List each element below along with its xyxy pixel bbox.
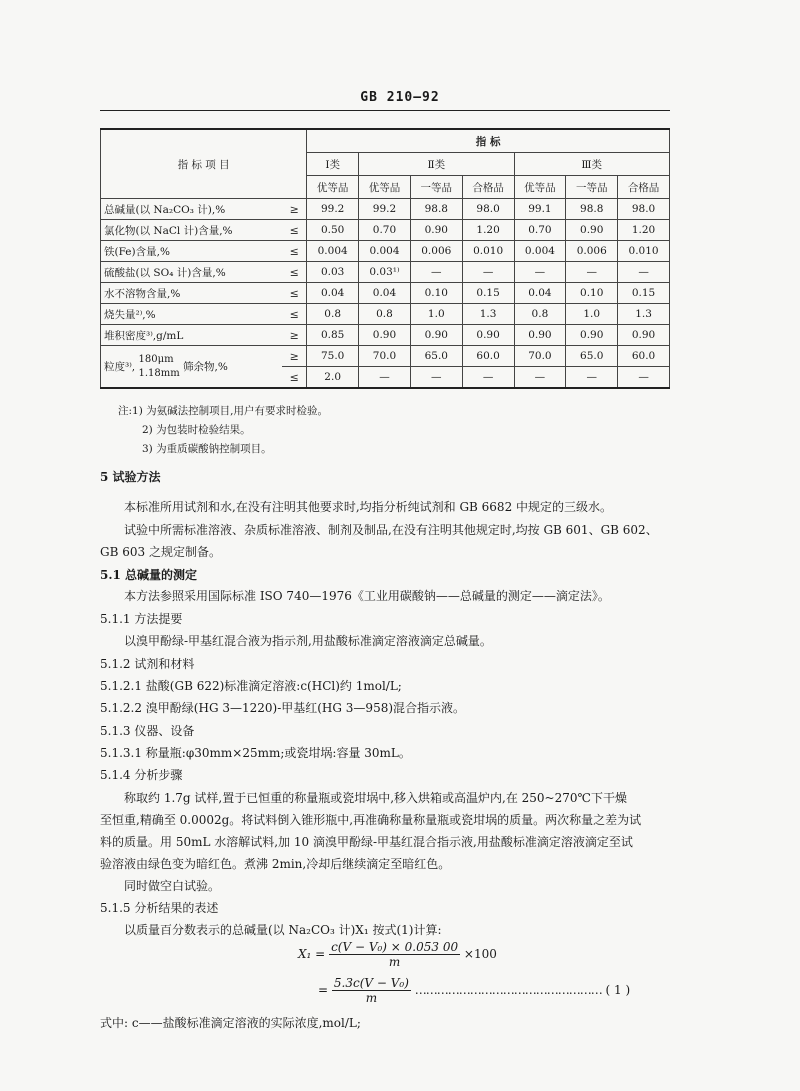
group-2: Ⅱ类 [359,153,514,176]
row-symbol: ≥ [282,325,307,346]
cell: — [462,367,514,389]
paragraph: 式中: c——盐酸标准滴定溶液的实际浓度,mol/L; [100,1016,361,1030]
cell: 0.04 [514,283,566,304]
table-row [101,304,670,325]
cell: 0.03 [307,262,359,283]
cell: 0.8 [359,304,411,325]
header-rule [100,110,670,111]
cell: 1.3 [618,304,670,325]
cell: 0.004 [307,241,359,262]
note-2: 2) 为包装时检验结果。 [142,424,251,436]
grade-header: 合格品 [618,176,670,199]
note-1: 注:1) 为氨碱法控制项目,用户有要求时检验。 [118,405,328,417]
row-symbol: ≤ [282,304,307,325]
section-5-1-2-1: 5.1.2.1 盐酸(GB 622)标准滴定溶液:c(HCl)约 1mol/L; [100,679,402,693]
granule-a-sym: ≥ [282,346,307,367]
cell: 0.10 [410,283,462,304]
cell: 0.90 [410,220,462,241]
paragraph: 料的质量。用 50mL 水溶解试料,加 10 滴溴甲酚绿-甲基红混合指示液,用盐酸标准滴定溶液滴定至试 [100,835,633,849]
cell: 98.0 [618,199,670,220]
formula-leader-dots: …………………………………………… [414,983,602,997]
cell: — [462,262,514,283]
cell: 0.70 [359,220,411,241]
row-symbol: ≤ [282,283,307,304]
paragraph: 试验中所需标准溶液、杂质标准溶液、制剂及制品,在没有注明其他规定时,均按 GB 601、GB 602、 [124,523,658,537]
specification-table [100,128,670,389]
cell: 0.004 [359,241,411,262]
formula-fraction-2 [332,976,411,1005]
cell: 60.0 [618,346,670,367]
cell: 0.006 [410,241,462,262]
row-label: 氯化物(以 NaCl 计)含量,% [101,220,283,241]
cell: 98.0 [462,199,514,220]
cell: — [514,367,566,389]
formula-numerator-1: c(V − V₀) × 0.053 00 [331,940,459,954]
section-5-1-3-1: 5.1.3.1 称量瓶:φ30mm×25mm;或瓷坩埚:容量 30mL。 [100,746,411,760]
row-symbol: ≥ [282,199,307,220]
cell: 98.8 [410,199,462,220]
cell: — [566,367,618,389]
formula-numerator-2: 5.3c(V − V₀) [333,976,409,990]
paragraph: GB 603 之规定制备。 [100,545,221,559]
cell: 0.10 [566,283,618,304]
formula-eq: = [318,983,329,997]
standard-code-header: GB 210—92 [360,90,440,105]
row-label: 硫酸盐(以 SO₄ 计)含量,% [101,262,283,283]
cell: 70.0 [514,346,566,367]
section-5-1-1-heading: 5.1.1 方法提要 [100,612,183,626]
cell: 1.20 [618,220,670,241]
formula-number: ( 1 ) [605,983,631,997]
cell: 0.70 [514,220,566,241]
cell: — [618,262,670,283]
group-3: Ⅲ类 [514,153,670,176]
cell: 0.8 [307,304,359,325]
formula-denominator-2: m [365,991,378,1005]
cell: — [514,262,566,283]
paragraph: 以质量百分数表示的总碱量(以 Na₂CO₃ 计)X₁ 按式(1)计算: [124,923,442,937]
table-head-item: 指 标 项 目 [101,129,307,199]
cell: 1.0 [410,304,462,325]
cell: 99.2 [359,199,411,220]
cell: 70.0 [359,346,411,367]
grade-header: 优等品 [359,176,411,199]
row-label: 烧失量²⁾,% [101,304,283,325]
table-row [101,220,670,241]
row-symbol: ≤ [282,241,307,262]
cell: 60.0 [462,346,514,367]
section-5-1-4-heading: 5.1.4 分析步骤 [100,768,183,782]
cell: 0.90 [359,325,411,346]
cell: 65.0 [566,346,618,367]
grade-header: 优等品 [307,176,359,199]
cell: 0.006 [566,241,618,262]
table-row [101,241,670,262]
cell: 65.0 [410,346,462,367]
section-5-heading: 5 试验方法 [100,470,161,484]
section-5-1-3-heading: 5.1.3 仪器、设备 [100,724,195,738]
group-1: Ⅰ类 [307,153,359,176]
section-5-1-heading: 5.1 总碱量的测定 [100,568,198,582]
cell: 99.1 [514,199,566,220]
grade-header: 合格品 [462,176,514,199]
row-symbol: ≤ [282,262,307,283]
cell: 1.0 [566,304,618,325]
cell: 0.03¹⁾ [359,262,411,283]
paragraph: 同时做空白试验。 [124,879,221,893]
cell: 98.8 [566,199,618,220]
formula-denominator-1: m [388,955,401,969]
cell: 0.90 [618,325,670,346]
formula-tail: ×100 [463,947,497,961]
cell: 0.90 [462,325,514,346]
row-symbol: ≤ [282,220,307,241]
table-row [101,325,670,346]
section-5-1-5-heading: 5.1.5 分析结果的表述 [100,901,219,915]
cell: 0.04 [307,283,359,304]
cell: 0.8 [514,304,566,325]
grade-header: 一等品 [566,176,618,199]
paragraph: 本方法参照采用国际标准 ISO 740—1976《工业用碳酸钠——总碱量的测定——滴定法》。 [124,589,610,603]
grade-header: 优等品 [514,176,566,199]
table-notes [118,402,328,459]
cell: 75.0 [307,346,359,367]
row-label: 铁(Fe)含量,% [101,241,283,262]
cell: 0.010 [462,241,514,262]
cell: 0.90 [566,220,618,241]
note-3: 3) 为重质碳酸钠控制项目。 [142,443,272,455]
cell: — [410,367,462,389]
cell: 0.15 [618,283,670,304]
cell: 0.004 [514,241,566,262]
formula-line-2 [318,976,630,1005]
granule-label: 粒度³⁾, 180μm 1.18mm 筛余物,% [101,346,283,389]
cell: 0.90 [566,325,618,346]
paragraph: 本标准所用试剂和水,在没有注明其他要求时,均指分析纯试剂和 GB 6682 中规定的三级水。 [124,500,613,514]
paragraph: 称取约 1.7g 试样,置于已恒重的称量瓶或瓷坩埚中,移入烘箱或高温炉内,在 250~270℃下干燥 [124,791,627,805]
paragraph: 至恒重,精确至 0.0002g。将试料倒入锥形瓶中,再准确称量称量瓶或瓷坩埚的质量。两次称量之差为试 [100,813,642,827]
cell: 99.2 [307,199,359,220]
cell: 2.0 [307,367,359,389]
granule-b-sym: ≤ [282,367,307,389]
table-row [101,262,670,283]
row-label: 总碱量(以 Na₂CO₃ 计),% [101,199,283,220]
formula-lhs: X₁ = [298,947,326,961]
cell: — [359,367,411,389]
cell: 0.90 [410,325,462,346]
table-head-index: 指 标 [307,129,670,153]
section-5-1-2-heading: 5.1.2 试剂和材料 [100,657,195,671]
cell: — [566,262,618,283]
row-label: 水不溶物含量,% [101,283,283,304]
cell: — [410,262,462,283]
paragraph: 验溶液由绿色变为暗红色。煮沸 2min,冷却后继续滴定至暗红色。 [100,857,451,871]
grade-header: 一等品 [410,176,462,199]
section-5-1-2-2: 5.1.2.2 溴甲酚绿(HG 3—1220)-甲基红(HG 3—958)混合指示液。 [100,701,466,715]
cell: 1.3 [462,304,514,325]
cell: 0.04 [359,283,411,304]
paragraph: 以溴甲酚绿-甲基红混合液为指示剂,用盐酸标准滴定溶液滴定总碱量。 [124,634,492,648]
table-row [101,199,670,220]
row-label: 堆积密度³⁾,g/mL [101,325,283,346]
cell: 0.50 [307,220,359,241]
table-row [101,283,670,304]
cell: 0.90 [514,325,566,346]
cell: — [618,367,670,389]
cell: 0.85 [307,325,359,346]
cell: 1.20 [462,220,514,241]
formula-line-1 [298,940,497,969]
cell: 0.15 [462,283,514,304]
formula-fraction-1 [329,940,460,969]
cell: 0.010 [618,241,670,262]
